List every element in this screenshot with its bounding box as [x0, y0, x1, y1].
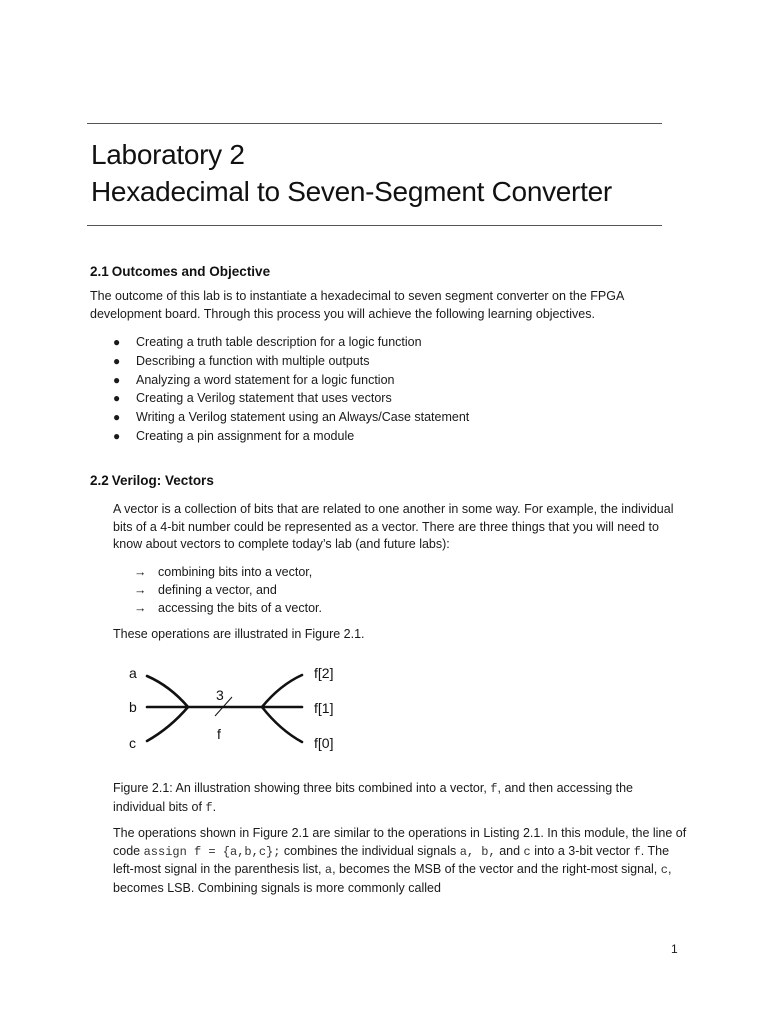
figure-caption: Figure 2.1: An illustration showing three bits combined into a vector, f, and then accessing the individual bits of f. — [113, 781, 634, 815]
header-rule-bottom — [87, 225, 662, 226]
bullet-icon: ● — [113, 353, 121, 368]
page-title — [91, 136, 612, 210]
input-label-c: c — [129, 735, 136, 751]
title-line-2: Hexadecimal to Seven-Segment Converter — [91, 176, 612, 207]
list-item: ● Describing a function with multiple outputs — [111, 352, 469, 371]
bullet-icon: ● — [113, 428, 121, 443]
output-label-f1: f[1] — [314, 700, 334, 716]
bus-name-label: f — [217, 726, 221, 742]
input-label-b: b — [129, 699, 137, 715]
section-heading-vectors — [90, 473, 214, 488]
arrow-icon: → — [134, 601, 147, 615]
list-item: → accessing the bits of a vector. — [134, 601, 322, 615]
list-item: ● Writing a Verilog statement using an Always/Case statement — [111, 408, 469, 427]
list-item: ● Creating a truth table description for a logic function — [111, 333, 469, 352]
list-item: → defining a vector, and — [134, 583, 277, 597]
output-label-f2: f[2] — [314, 665, 334, 681]
bullet-icon: ● — [113, 391, 121, 406]
wire-f2 — [262, 675, 302, 707]
wire-a — [147, 676, 188, 707]
arrow-icon: → — [134, 583, 147, 597]
section-title: Outcomes and Objective — [111, 264, 271, 279]
section-number: 2.1 — [90, 264, 109, 279]
output-label-f0: f[0] — [314, 735, 334, 751]
objectives-list — [111, 333, 469, 446]
figure-2-1-diagram — [110, 655, 350, 765]
bullet-icon: ● — [113, 335, 121, 349]
section-title: Verilog: Vectors — [111, 473, 214, 488]
operations-paragraph: The operations shown in Figure 2.1 are similar to the operations in Listing 2.1. In this module, the line of code assign f = {a,b,c}; combines the individual signals a, b, and c into a 3-bit vector f. The left-most signal in the parenthesis list, a, becomes the MSB of the vector and the right-most signal, c, becomes LSB. Combining signals is more commonly called — [113, 826, 687, 895]
list-item: ● Creating a pin assignment for a module — [111, 427, 469, 446]
list-item: ● Analyzing a word statement for a logic function — [111, 371, 469, 390]
arrow-icon: → — [134, 565, 147, 579]
illustration-sentence: These operations are illustrated in Figure 2.1. — [113, 627, 365, 641]
title-line-1: Laboratory 2 — [91, 139, 245, 170]
bullet-icon: ● — [113, 410, 121, 425]
list-item: → combining bits into a vector, — [134, 565, 313, 579]
header-rule-top — [87, 123, 662, 124]
wire-c — [147, 707, 188, 741]
page-number: 1 — [671, 942, 678, 956]
bullet-icon: ● — [113, 372, 121, 387]
vector-ops-list — [134, 563, 322, 617]
section-number: 2.2 — [90, 473, 109, 488]
vector-paragraph: A vector is a collection of bits that are related to one another in some way. For example, the individual bits of a 4-bit number could be represented as a vector. There are three things that you will need to know about vectors to complete today’s lab (and future labs): — [113, 502, 674, 551]
outcome-paragraph: The outcome of this lab is to instantiate a hexadecimal to seven segment converter on the FPGA development board. Through this process you will achieve the following learning objectives. — [90, 289, 624, 321]
wire-f0 — [262, 707, 302, 742]
input-label-a: a — [129, 665, 137, 681]
section-heading-outcomes — [90, 264, 270, 279]
list-item: ● Creating a Verilog statement that uses vectors — [111, 389, 469, 408]
bus-width-label: 3 — [216, 687, 224, 703]
